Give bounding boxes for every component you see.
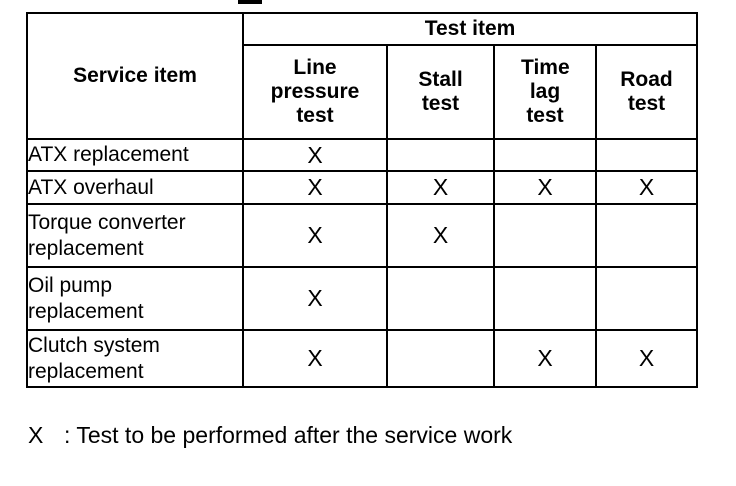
test-mark xyxy=(387,139,494,171)
test-mark xyxy=(596,267,697,330)
table-row xyxy=(27,330,697,387)
test-mark: X xyxy=(494,171,596,204)
legend-text: : Test to be performed after the service work xyxy=(64,422,513,448)
column-header-line-pressure-test: Line pressure test xyxy=(243,45,387,139)
test-mark xyxy=(596,204,697,267)
test-mark xyxy=(387,267,494,330)
test-mark xyxy=(387,330,494,387)
service-item-header: Service item xyxy=(27,13,243,139)
row-label: ATX overhaul xyxy=(27,171,243,204)
column-header-road-test: Road test xyxy=(596,45,697,139)
row-label: Oil pump replacement xyxy=(27,267,243,330)
test-mark: X xyxy=(243,267,387,330)
test-mark: X xyxy=(596,330,697,387)
top-edge-mark xyxy=(238,0,262,4)
row-label: ATX replacement xyxy=(27,139,243,171)
table-row xyxy=(27,139,697,171)
table-row xyxy=(27,204,697,267)
test-mark: X xyxy=(243,330,387,387)
test-mark: X xyxy=(243,171,387,204)
test-mark xyxy=(494,267,596,330)
test-mark xyxy=(494,204,596,267)
row-label: Clutch system replacement xyxy=(27,330,243,387)
service-test-table xyxy=(26,12,698,388)
test-mark: X xyxy=(243,139,387,171)
legend xyxy=(28,421,512,449)
legend-symbol: X xyxy=(28,422,44,448)
test-mark xyxy=(494,139,596,171)
column-header-stall-test: Stall test xyxy=(387,45,494,139)
test-mark: X xyxy=(494,330,596,387)
table-row xyxy=(27,171,697,204)
test-mark: X xyxy=(387,204,494,267)
test-mark xyxy=(596,139,697,171)
test-mark: X xyxy=(387,171,494,204)
test-mark: X xyxy=(243,204,387,267)
test-item-header: Test item xyxy=(243,13,697,45)
row-label: Torque converter replacement xyxy=(27,204,243,267)
table-row xyxy=(27,267,697,330)
column-header-time-lag-test: Time lag test xyxy=(494,45,596,139)
test-mark: X xyxy=(596,171,697,204)
